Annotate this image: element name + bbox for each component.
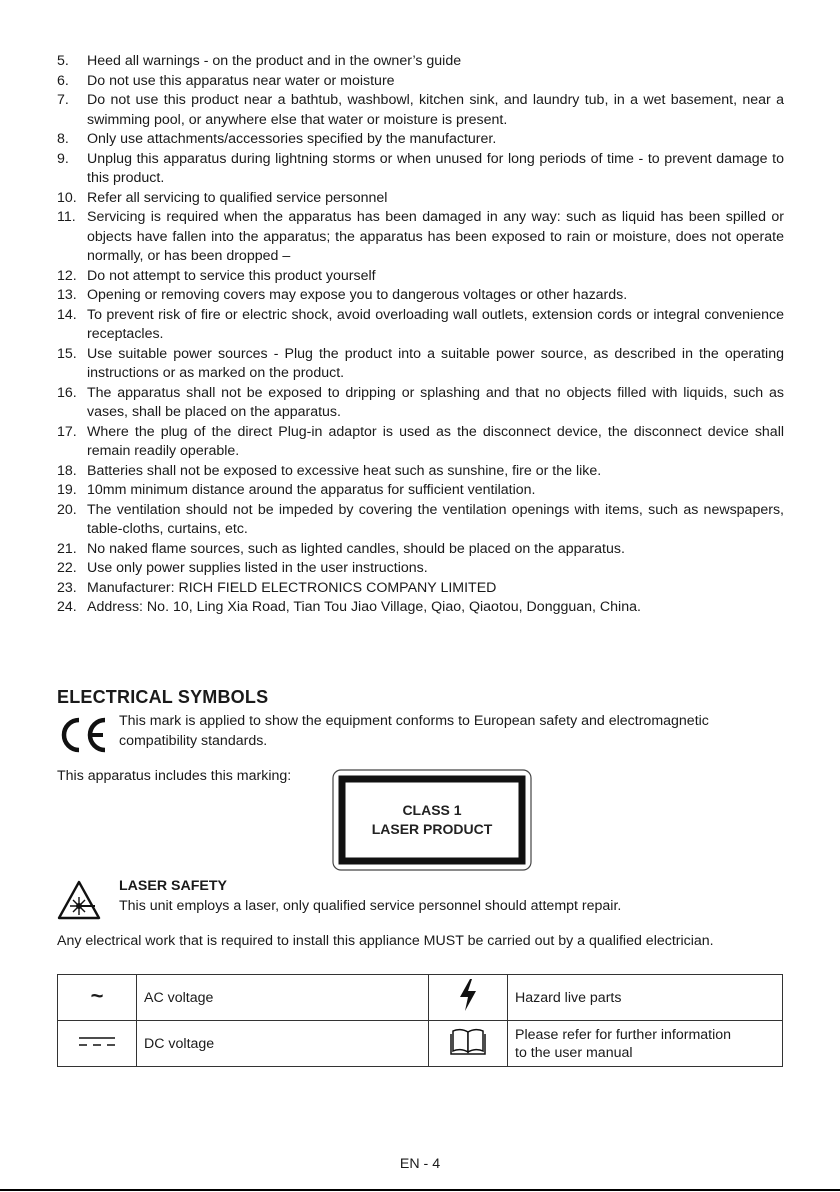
dc-voltage-icon [77, 1034, 117, 1048]
electrical-symbols-table [57, 974, 783, 1067]
list-item-text: To prevent risk of fire or electric shock, avoid overloading wall outlets, extension cords or integral convenience receptacles. [87, 306, 784, 342]
list-item-text: Only use attachments/accessories specified by the manufacturer. [87, 131, 497, 147]
list-item [57, 130, 784, 150]
hazard-live-parts-label: Hazard live parts [508, 975, 783, 1021]
list-item-text: Opening or removing covers may expose you to dangerous voltages or other hazards. [87, 287, 628, 303]
ce-mark-icon [57, 716, 109, 754]
list-item-number: 16. [57, 384, 77, 401]
list-item-number: 13. [57, 287, 77, 303]
list-item [57, 208, 784, 267]
list-item-number: 18. [57, 462, 77, 479]
list-item-text: Do not use this product near a bathtub, washbowl, kitchen sink, and laundry tub, in a wet basement, near a swimming pool, or anywhere else that water or moisture is present. [87, 92, 784, 128]
list-item [57, 540, 784, 560]
safety-instructions-list [57, 52, 784, 618]
list-item-text: Unplug this apparatus during lightning storms or when unused for long periods of time - to prevent damage to this product. [87, 150, 784, 186]
user-manual-label: Please refer for further information to the user manual [508, 1021, 783, 1067]
list-item-text: Batteries shall not be exposed to excessive heat such as sunshine, fire or the like. [87, 462, 602, 479]
list-item-text: Do not attempt to service this product yourself [87, 267, 376, 284]
list-item-text: The ventilation should not be impeded by covering the ventilation openings with items, such as newspapers, table-cloths, curtains, etc. [87, 501, 784, 537]
list-item-number: 10. [57, 189, 77, 206]
list-item-number: 21. [57, 540, 77, 557]
list-item [57, 345, 784, 384]
page-number: EN - 4 [399, 1156, 441, 1172]
list-item [57, 189, 784, 209]
lightning-bolt-icon [457, 978, 479, 1012]
list-item [57, 306, 784, 345]
list-item-number: 23. [57, 579, 77, 596]
electrical-work-note: Any electrical work that is required to install this appliance MUST be carried out by a qualified electrician. [57, 933, 714, 949]
list-item-number: 7. [57, 92, 69, 108]
list-item-number: 20. [57, 501, 77, 518]
table-row [58, 1021, 783, 1067]
list-item-text: The apparatus shall not be exposed to dripping or splashing and that no objects filled with liquids, such as vases, shall be placed on the apparatus. [87, 384, 784, 420]
dc-voltage-label: DC voltage [137, 1021, 429, 1067]
list-item-text: Heed all warnings - on the product and in the owner’s guide [87, 53, 462, 69]
list-item [57, 267, 784, 287]
list-item-text: Do not use this apparatus near water or moisture [87, 72, 395, 89]
list-item [57, 91, 784, 130]
list-item [57, 286, 784, 306]
list-item [57, 384, 784, 423]
class1-laser-label [332, 769, 532, 871]
laser-label-line1: CLASS 1 [402, 802, 462, 818]
list-item-number: 12. [57, 267, 77, 284]
table-row [58, 975, 783, 1021]
list-item [57, 501, 784, 540]
list-item [57, 481, 784, 501]
list-item [57, 72, 784, 92]
list-item [57, 150, 784, 189]
ce-mark-description: This mark is applied to show the equipment conforms to European safety and electromagnetic compatibility standards. [119, 713, 709, 749]
ac-voltage-label: AC voltage [137, 975, 429, 1021]
laser-safety-title: LASER SAFETY [119, 878, 227, 894]
list-item [57, 598, 784, 618]
list-item-number: 11. [57, 209, 76, 225]
list-item-number: 9. [57, 150, 69, 167]
list-item [57, 423, 784, 462]
list-item-text: Address: No. 10, Ling Xia Road, Tian Tou Jiao Village, Qiao, Qiaotou, Dongguan, China. [87, 599, 641, 615]
list-item-text: No naked flame sources, such as lighted candles, should be placed on the apparatus. [87, 540, 625, 557]
list-item-text: 10mm minimum distance around the apparatus for sufficient ventilation. [87, 482, 536, 498]
list-item-number: 8. [57, 131, 69, 147]
laser-warning-icon [57, 880, 101, 920]
list-item-number: 6. [57, 72, 69, 89]
list-item-text: Use only power supplies listed in the user instructions. [87, 560, 428, 576]
list-item-text: Servicing is required when the apparatus has been damaged in any way: such as liquid has been spilled or objects have fallen into the apparatus; the apparatus has been exposed to rain or moisture, does not operate normally, or has been dropped – [87, 209, 784, 264]
list-item [57, 462, 784, 482]
ac-voltage-icon: ~ [58, 975, 137, 1021]
laser-safety-text: This unit employs a laser, only qualified service personnel should attempt repair. [119, 898, 622, 914]
laser-label-line2: LASER PRODUCT [371, 821, 493, 837]
list-item-number: 22. [57, 560, 77, 576]
list-item-number: 14. [57, 306, 77, 323]
list-item-number: 24. [57, 599, 77, 615]
open-book-icon [450, 1026, 486, 1056]
list-item [57, 559, 784, 579]
list-item-number: 15. [57, 345, 77, 362]
list-item-number: 17. [57, 423, 77, 440]
list-item-text: Refer all servicing to qualified service personnel [87, 189, 388, 206]
list-item-number: 19. [57, 482, 77, 498]
list-item-text: Manufacturer: RICH FIELD ELECTRONICS COMPANY LIMITED [87, 579, 497, 596]
list-item-text: Use suitable power sources - Plug the product into a suitable power source, as described in the operating instructions or as marked on the product. [87, 345, 784, 381]
section-title: ELECTRICAL SYMBOLS [57, 687, 269, 707]
list-item-number: 5. [57, 53, 69, 69]
bottom-rule [0, 1189, 840, 1191]
list-item-text: Where the plug of the direct Plug-in adaptor is used as the disconnect device, the disconnect device shall remain readily operable. [87, 423, 784, 459]
list-item [57, 52, 784, 72]
list-item [57, 579, 784, 599]
marking-label: This apparatus includes this marking: [57, 768, 292, 784]
